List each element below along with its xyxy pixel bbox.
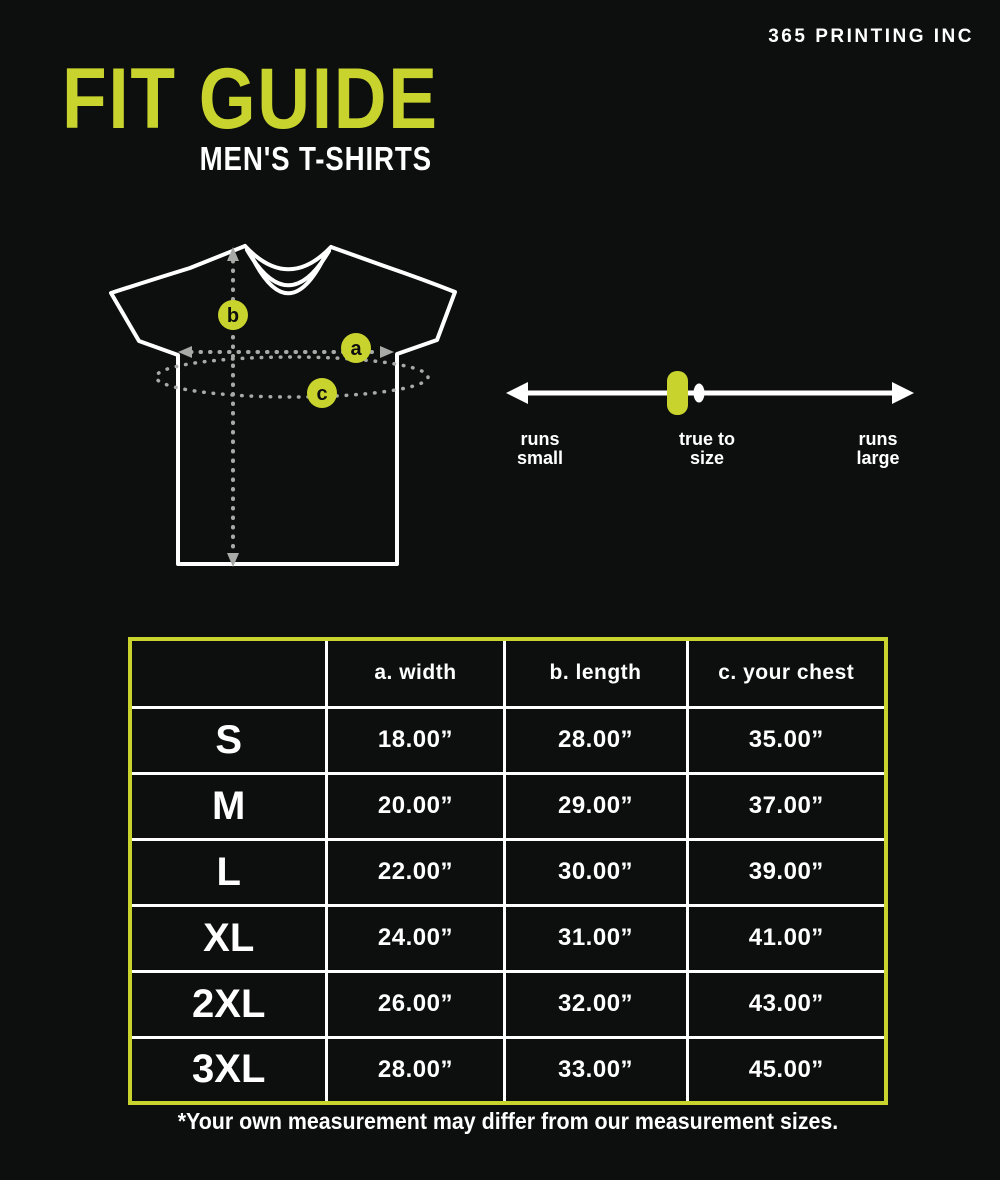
size-table — [128, 637, 888, 1105]
width-value: 28.00” — [327, 1037, 504, 1103]
page-title: FIT GUIDE — [62, 51, 439, 147]
length-value: 29.00” — [504, 773, 687, 839]
fit-scale-svg — [500, 350, 920, 430]
length-value: 33.00” — [504, 1037, 687, 1103]
table-row — [130, 839, 886, 905]
size-label: S — [130, 707, 327, 773]
chest-value: 39.00” — [687, 839, 886, 905]
measurement-disclaimer: *Your own measurement may differ from our measurement sizes. — [177, 1108, 839, 1134]
width-arrow-right-icon — [380, 346, 394, 358]
runs-large-line1: runs — [858, 429, 898, 449]
table-row — [130, 1037, 886, 1103]
chest-value: 43.00” — [687, 971, 886, 1037]
tshirt-diagram-svg — [90, 230, 490, 590]
chest-value: 45.00” — [687, 1037, 886, 1103]
length-value: 30.00” — [504, 839, 687, 905]
header-cell-chest: c. your chest — [687, 639, 886, 707]
runs-small-line2: small — [516, 447, 564, 468]
runs-small-line1: runs — [520, 429, 560, 449]
width-value: 26.00” — [327, 971, 504, 1037]
header-cell-empty — [130, 639, 327, 707]
chest-dotted-ellipse — [156, 357, 428, 397]
width-value: 22.00” — [327, 839, 504, 905]
chest-value: 41.00” — [687, 905, 886, 971]
true-to-size-line1: true to — [679, 429, 735, 449]
fit-scale — [500, 350, 920, 430]
marker-b-label: b — [226, 305, 240, 327]
brand-name: 365 PRINTING INC — [768, 26, 974, 47]
fit-scale-dot-icon — [694, 384, 705, 403]
true-to-size-line2: size — [689, 447, 725, 468]
size-label: L — [130, 839, 327, 905]
size-label: 2XL — [130, 971, 327, 1037]
length-value: 31.00” — [504, 905, 687, 971]
size-table-header-row — [130, 639, 886, 707]
fit-scale-label-runs-large — [856, 430, 899, 468]
table-row — [130, 905, 886, 971]
chest-value: 37.00” — [687, 773, 886, 839]
fit-scale-label-true-to-size — [679, 430, 735, 468]
runs-large-line2: large — [856, 447, 900, 468]
table-row — [130, 971, 886, 1037]
length-value: 32.00” — [504, 971, 687, 1037]
fit-scale-arrow-left-icon — [506, 382, 528, 404]
tshirt-diagram — [90, 230, 490, 590]
length-value: 28.00” — [504, 707, 687, 773]
width-value: 24.00” — [327, 905, 504, 971]
table-row — [130, 773, 886, 839]
size-label: M — [130, 773, 327, 839]
marker-a-label: a — [350, 338, 362, 360]
width-value: 20.00” — [327, 773, 504, 839]
page-subtitle: MEN'S T-SHIRTS — [199, 140, 432, 177]
chest-value: 35.00” — [687, 707, 886, 773]
width-value: 18.00” — [327, 707, 504, 773]
marker-c-label: c — [316, 383, 328, 405]
table-row — [130, 707, 886, 773]
fit-scale-marker-icon — [667, 371, 688, 415]
size-label: 3XL — [130, 1037, 327, 1103]
header-cell-width: a. width — [327, 639, 504, 707]
fit-scale-arrow-right-icon — [892, 382, 914, 404]
fit-scale-label-runs-small — [517, 430, 563, 468]
size-label: XL — [130, 905, 327, 971]
width-arrow-left-icon — [178, 346, 192, 358]
header-cell-length: b. length — [504, 639, 687, 707]
